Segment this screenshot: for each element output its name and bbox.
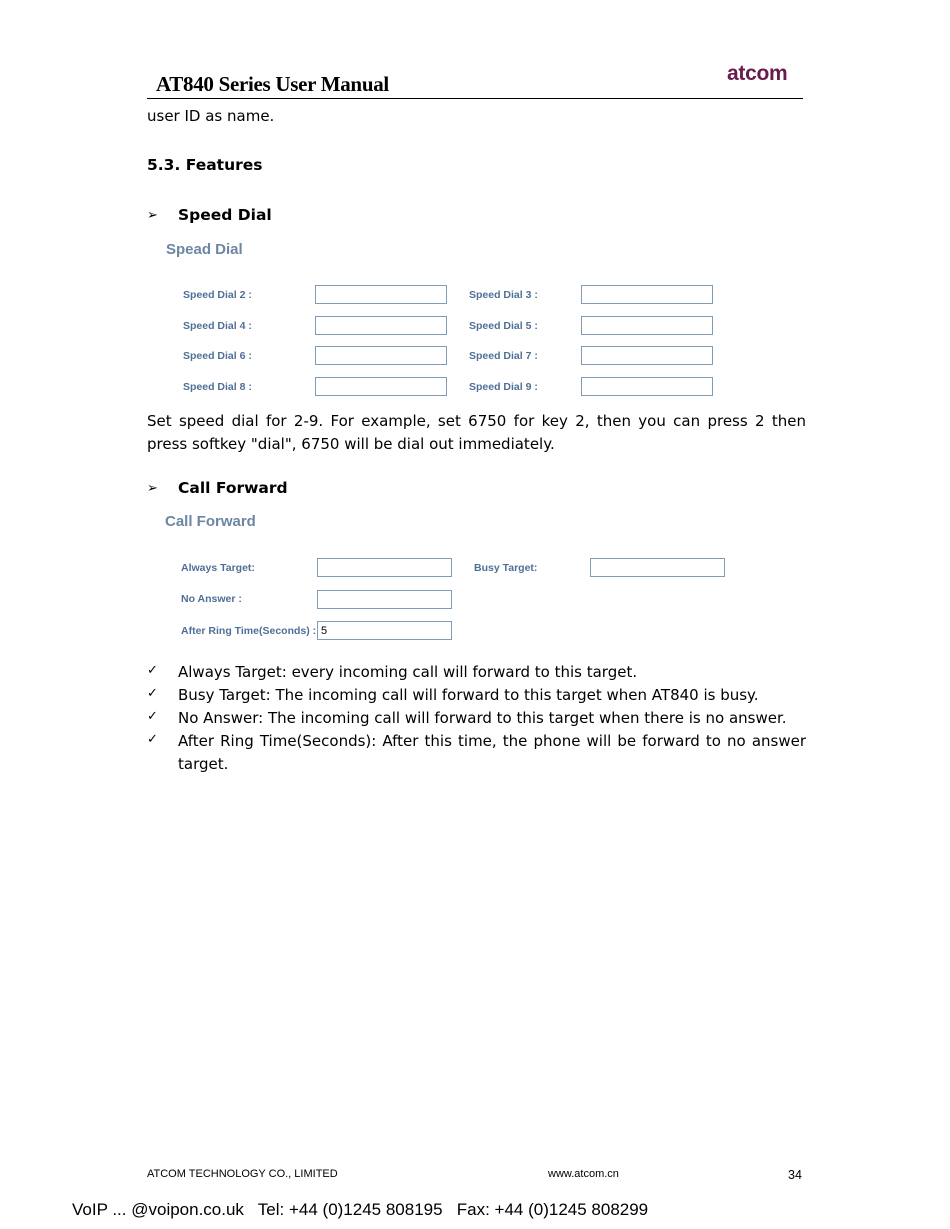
arrow-bullet-icon: ➢	[147, 481, 158, 496]
always-target-label: Always Target:	[181, 562, 255, 574]
section-title: 5.3. Features	[147, 156, 263, 174]
always-target-input[interactable]	[317, 558, 452, 577]
no-answer-label: No Answer :	[181, 593, 242, 605]
speed-dial-description: Set speed dial for 2-9. For example, set 6750 for key 2, then you can press 2 then press softkey "dial", 6750 will be dial out immediately.	[147, 412, 806, 453]
speed-dial-7-input[interactable]	[581, 346, 713, 365]
speed-dial-panel-title: Spead Dial	[166, 241, 243, 258]
speed-dial-8-label: Speed Dial 8 :	[183, 381, 252, 393]
checkmark-icon: ✓	[147, 663, 158, 678]
speed-dial-3-label: Speed Dial 3 :	[469, 289, 538, 301]
speed-dial-4-label: Speed Dial 4 :	[183, 320, 252, 332]
note-no-answer: No Answer: The incoming call will forward to this target when there is no answer.	[178, 709, 787, 727]
arrow-bullet-icon: ➢	[147, 208, 158, 223]
speed-dial-6-label: Speed Dial 6 :	[183, 350, 252, 362]
speed-dial-4-input[interactable]	[315, 316, 447, 335]
speed-dial-2-input[interactable]	[315, 285, 447, 304]
checkmark-icon: ✓	[147, 709, 158, 724]
checkmark-icon: ✓	[147, 732, 158, 747]
note-busy-target: Busy Target: The incoming call will forward to this target when AT840 is busy.	[178, 686, 759, 704]
speed-dial-7-label: Speed Dial 7 :	[469, 350, 538, 362]
footer-company: ATCOM TECHNOLOGY CO., LIMITED	[147, 1168, 338, 1180]
note-after-ring-time: After Ring Time(Seconds): After this time, the phone will be forward to no answer target.	[178, 732, 806, 773]
speed-dial-6-input[interactable]	[315, 346, 447, 365]
checkmark-icon: ✓	[147, 686, 158, 701]
after-ring-time-input[interactable]	[317, 621, 452, 640]
speed-dial-9-label: Speed Dial 9 :	[469, 381, 538, 393]
page-number: 34	[788, 1168, 802, 1182]
speed-dial-8-input[interactable]	[315, 377, 447, 396]
atcom-logo: atcom	[727, 62, 788, 85]
busy-target-input[interactable]	[590, 558, 725, 577]
call-forward-panel-title: Call Forward	[165, 513, 256, 530]
speed-dial-heading: Speed Dial	[178, 206, 272, 224]
speed-dial-3-input[interactable]	[581, 285, 713, 304]
speed-dial-9-input[interactable]	[581, 377, 713, 396]
header-divider	[147, 98, 803, 99]
footer-website: www.atcom.cn	[548, 1168, 619, 1180]
no-answer-input[interactable]	[317, 590, 452, 609]
note-always-target: Always Target: every incoming call will forward to this target.	[178, 663, 638, 681]
call-forward-heading: Call Forward	[178, 479, 288, 497]
manual-title: AT840 Series User Manual	[156, 72, 389, 96]
speed-dial-2-label: Speed Dial 2 :	[183, 289, 252, 301]
busy-target-label: Busy Target:	[474, 562, 538, 574]
speed-dial-5-input[interactable]	[581, 316, 713, 335]
intro-text: user ID as name.	[147, 107, 275, 125]
speed-dial-5-label: Speed Dial 5 :	[469, 320, 538, 332]
contact-line: VoIP ... @voipon.co.uk Tel: +44 (0)1245 808195 Fax: +44 (0)1245 808299	[72, 1200, 649, 1219]
after-ring-time-label: After Ring Time(Seconds) :	[181, 625, 317, 637]
